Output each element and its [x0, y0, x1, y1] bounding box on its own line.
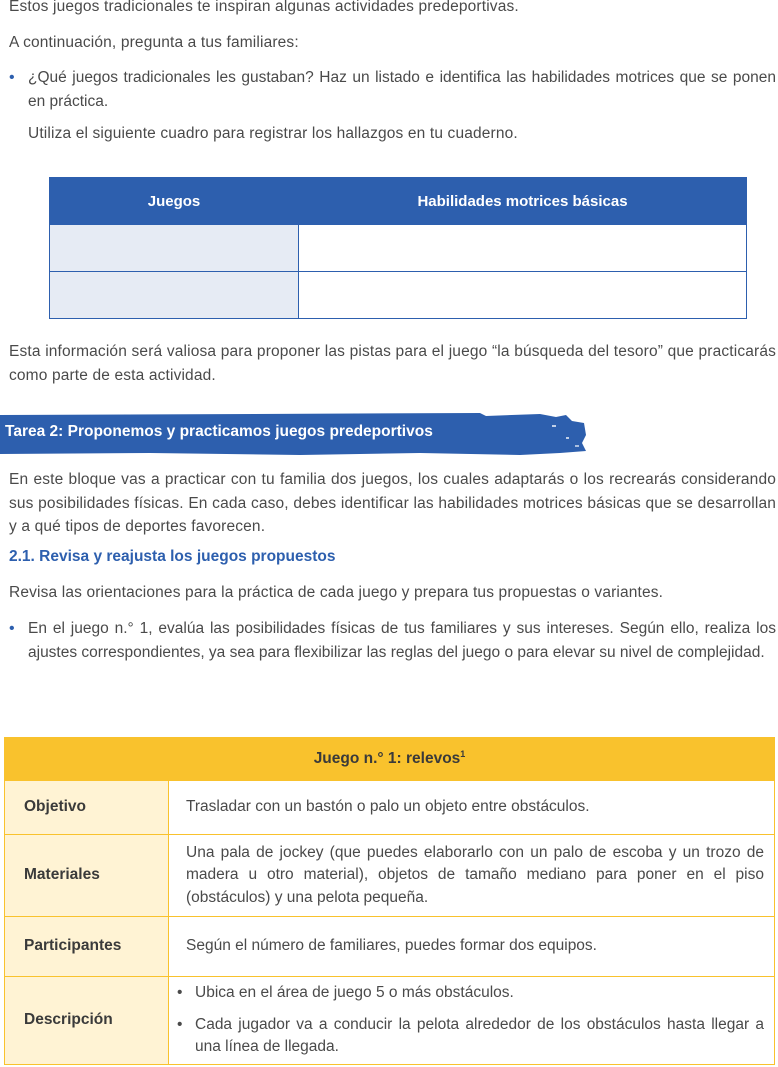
findings-table — [49, 177, 747, 319]
after-table-paragraph: Esta información será valiosa para proponer las pistas para el juego “la búsqueda del tesoro” que practicarás como parte de esta actividad. — [9, 343, 776, 384]
table-cell-habilidad — [299, 272, 747, 319]
row-label: Objetivo — [5, 781, 169, 835]
row-value: Según el número de familiares, puedes formar dos equipos. — [169, 917, 775, 977]
bullet-icon: • — [177, 1015, 183, 1033]
bullet-icon: • — [177, 984, 183, 1002]
bullet-text: ¿Qué juegos tradicionales les gustaban? Haz un listado e identifica las habilidades motrices que se ponen en práctica. — [28, 69, 776, 110]
table-row — [50, 272, 747, 319]
game-table-title — [5, 738, 775, 781]
list-item — [177, 982, 764, 1005]
tarea-paragraph: En este bloque vas a practicar con tu familia dos juegos, los cuales adaptarás o los recrearás considerando sus posibilidades físicas. En cada caso, debes identificar las habilidades motrices básicas que se desarrollan y a qué tipos de deportes favorecen. — [9, 471, 776, 535]
row-value: Trasladar con un bastón o palo un objeto entre obstáculos. — [169, 781, 775, 835]
bullet-icon: • — [9, 69, 15, 86]
table-row — [50, 225, 747, 272]
list-item — [177, 1014, 764, 1059]
description-item-text: Cada jugador va a conducir la pelota alrededor de los obstáculos hasta llegar a una línea de llegada. — [195, 1015, 764, 1056]
list-item — [9, 66, 776, 113]
intro-line-1: Estos juegos tradicionales te inspiran algunas actividades predeportivas. — [9, 0, 519, 15]
description-item-text: Ubica en el área de juego 5 o más obstáculos. — [195, 984, 514, 1002]
list-item — [9, 617, 776, 664]
row-label: Materiales — [5, 835, 169, 917]
bullet-icon: • — [9, 620, 15, 637]
footnote-mark: 1 — [460, 749, 466, 760]
row-value — [169, 977, 775, 1065]
game-title-text: Juego n.° 1: relevos — [313, 750, 461, 768]
table-row — [5, 781, 775, 835]
table-header-habilidades: Habilidades motrices básicas — [299, 178, 747, 225]
table-row — [5, 917, 775, 977]
game-table — [4, 737, 775, 1065]
bullet-text: En el juego n.° 1, evalúa las posibilidades físicas de tus familiares y sus intereses. Según ello, realiza los ajustes correspondientes, ya sea para flexibilizar las reglas del juego o para elevar su nivel de complejidad. — [28, 620, 776, 661]
section-2-1-paragraph: Revisa las orientaciones para la práctica de cada juego y prepara tus propuestas o variantes. — [9, 584, 664, 601]
tarea-title: Tarea 2: Proponemos y practicamos juegos predeportivos — [5, 423, 433, 440]
table-row — [5, 835, 775, 917]
table-cell-habilidad — [299, 225, 747, 272]
instruction-text: Utiliza el siguiente cuadro para registrar los hallazgos en tu cuaderno. — [28, 125, 518, 142]
table-cell-juego — [50, 272, 299, 319]
intro-line-2: A continuación, pregunta a tus familiares: — [9, 34, 299, 51]
table-row — [5, 977, 775, 1065]
row-label: Descripción — [5, 977, 169, 1065]
row-value: Una pala de jockey (que puedes elaborarlo con un palo de escoba y un trozo de madera u otro material), objetos de tamaño mediano para poner en el piso (obstáculos) y una pelota pequeña. — [169, 835, 775, 917]
section-2-1-title: 2.1. Revisa y reajusta los juegos propuestos — [9, 548, 336, 565]
row-label: Participantes — [5, 917, 169, 977]
table-header-juegos: Juegos — [50, 178, 299, 225]
table-cell-juego — [50, 225, 299, 272]
